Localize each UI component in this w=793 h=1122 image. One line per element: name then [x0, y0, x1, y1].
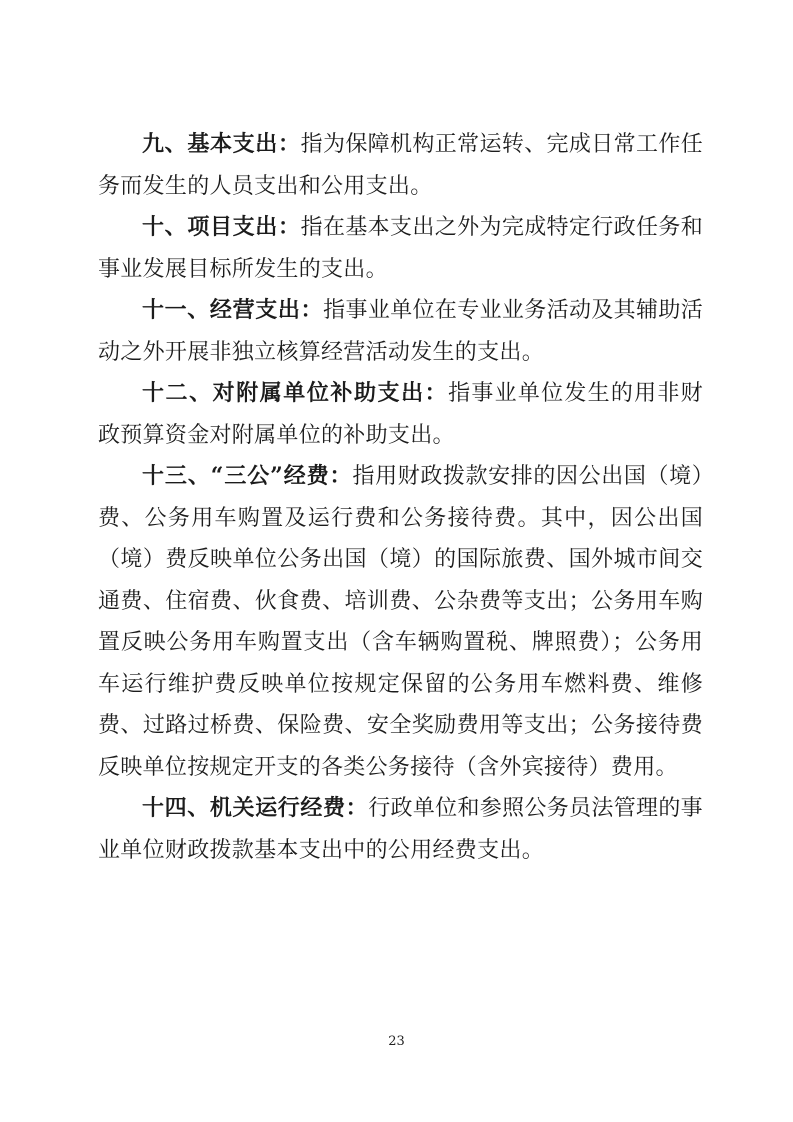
paragraph-body: 指事业单位发生的用非财政预算资金对附属单位的补助支出。 — [98, 381, 703, 448]
paragraph-three-public-funds — [98, 456, 703, 788]
paragraph-body: 指为保障机构正常运转、完成日常工作任务而发生的人员支出和公用支出。 — [98, 132, 703, 199]
paragraph-heading: 十一、经营支出： — [142, 297, 324, 323]
paragraph-heading: 九、基本支出： — [142, 131, 301, 157]
paragraph-agency-operating-funds — [98, 788, 703, 871]
paragraph-heading: 十二、对附属单位补助支出： — [142, 380, 449, 406]
paragraph-heading: 十三、“三公”经费： — [142, 463, 353, 489]
paragraph-body: 行政单位和参照公务员法管理的事业单位财政拨款基本支出中的公用经费支出。 — [98, 796, 703, 863]
paragraph-heading: 十四、机关运行经费： — [142, 795, 369, 821]
paragraph-subsidy-to-affiliates — [98, 373, 703, 456]
document-body — [98, 124, 703, 871]
paragraph-project-expenditure — [98, 207, 703, 290]
page-number: 23 — [388, 1034, 405, 1049]
paragraph-body: 指事业单位在专业业务活动及其辅助活动之外开展非独立核算经营活动发生的支出。 — [98, 298, 703, 365]
paragraph-operating-expenditure — [98, 290, 703, 373]
paragraph-body: 指用财政拨款安排的因公出国（境）费、公务用车购置及运行费和公务接待费。其中，因公出国（境）费反映单位公务出国（境）的国际旅费、国外城市间交通费、住宿费、伙食费、培训费、公杂费等支出；公务用车购置反映公务用车购置支出（含车辆购置税、牌照费）；公务用车运行维护费反映单位按规定保留的公务用车燃料费、维修费、过路过桥费、保险费、安全奖励费用等支出；公务接待费反映单位按规定开支的各类公务接待（含外宾接待）费用。 — [98, 464, 703, 780]
paragraph-basic-expenditure — [98, 124, 703, 207]
paragraph-body: 指在基本支出之外为完成特定行政任务和事业发展目标所发生的支出。 — [98, 215, 703, 282]
paragraph-heading: 十、项目支出： — [142, 214, 301, 240]
